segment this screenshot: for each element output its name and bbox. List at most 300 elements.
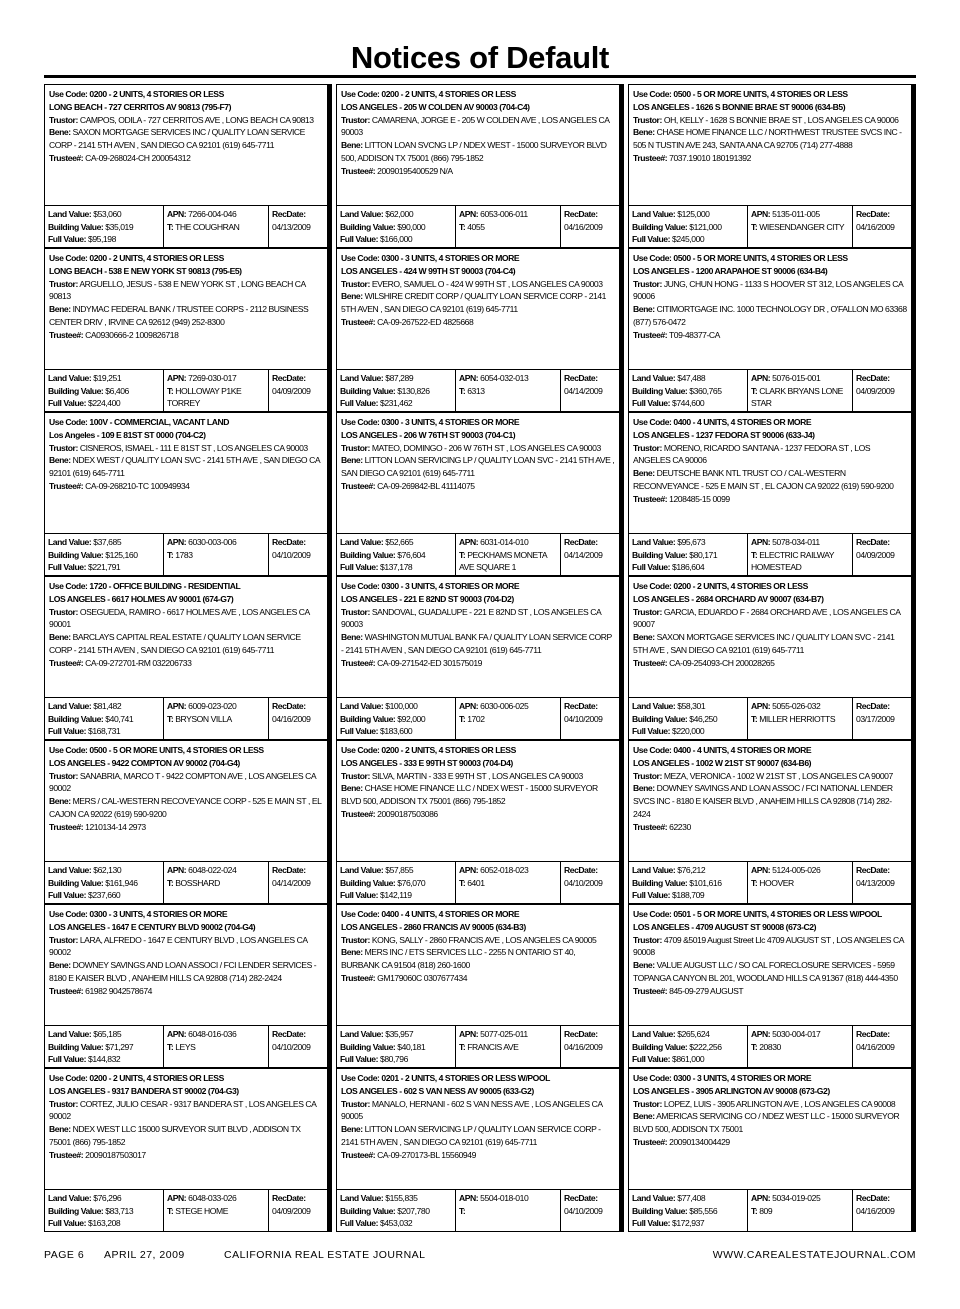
beneficiary xyxy=(633,782,907,820)
property-address: Los Angeles - 109 E 81ST ST 0000 (704-C2) xyxy=(49,429,206,440)
notices-grid xyxy=(44,84,916,1232)
land-value-value: $37,685 xyxy=(93,537,122,547)
building-value xyxy=(48,1041,160,1054)
full-value xyxy=(632,1217,744,1230)
land-value xyxy=(340,372,452,385)
building-value xyxy=(48,221,160,234)
full-value-label: Full Value: xyxy=(48,234,87,245)
tract-value: 4055 xyxy=(467,221,485,232)
trustee-number-value: CA-09-267522-ED 4825668 xyxy=(377,316,474,327)
notice-card xyxy=(628,84,912,248)
land-value-label: Land Value: xyxy=(340,865,384,875)
apn-value: 5504-018-010 xyxy=(480,1193,529,1203)
building-value-label: Building Value: xyxy=(48,385,104,396)
notice-card xyxy=(336,1068,620,1232)
beneficiary-label: Bene: xyxy=(341,455,363,466)
apn-value: 6030-003-006 xyxy=(188,537,237,547)
property-address: LOS ANGELES - 424 W 99TH ST 90003 (704-C4) xyxy=(341,265,516,276)
trustee-number-label: Trustee#: xyxy=(49,657,84,668)
apn-label: APN: xyxy=(751,1193,771,1203)
building-value-label: Building Value: xyxy=(632,385,688,396)
building-value-value: $161,946 xyxy=(105,877,138,888)
apn-label: APN: xyxy=(751,209,771,219)
tract-value: STEGE HOME xyxy=(175,1205,229,1216)
full-value xyxy=(632,889,744,902)
recdate-value: 04/10/2009 xyxy=(272,1041,311,1052)
recdate-label: RecDate: xyxy=(564,373,598,383)
recdate-label: RecDate: xyxy=(564,1193,598,1203)
values-cell xyxy=(337,1190,456,1232)
recdate-label: RecDate: xyxy=(272,1029,306,1039)
notice-values xyxy=(337,1189,619,1232)
apn-label: APN: xyxy=(751,537,771,547)
beneficiary-value: BARCLAYS CAPITAL REAL ESTATE / QUALITY LOAN SERVICE CORP - 2141 5TH AVEN , SAN DIEGO CA 92101 (619) 645-7711 xyxy=(49,632,301,655)
tract-value: HOLLOWAY P1KE TORREY xyxy=(167,385,242,409)
beneficiary xyxy=(341,290,615,316)
building-value-value: $360,765 xyxy=(689,385,722,396)
apn-label: APN: xyxy=(167,701,187,711)
recdate-value: 04/09/2009 xyxy=(272,385,311,396)
building-value xyxy=(632,385,744,398)
land-value xyxy=(48,1028,160,1041)
beneficiary xyxy=(341,454,615,480)
trustor-label: Trustor: xyxy=(633,606,662,617)
notice-card xyxy=(628,1068,912,1232)
tract-value: 20830 xyxy=(759,1041,781,1052)
building-value-value: $46,250 xyxy=(689,713,718,724)
notice-card xyxy=(628,576,912,740)
recdate-cell xyxy=(269,862,327,904)
building-value-value: $35,019 xyxy=(105,221,134,232)
land-value xyxy=(632,1192,744,1205)
full-value xyxy=(340,561,452,574)
trustor-label: Trustor: xyxy=(633,278,662,289)
apn-value: 5055-026-032 xyxy=(772,701,821,711)
building-value-label: Building Value: xyxy=(632,1041,688,1052)
trustee-number-value: CA-09-272701-RM 032206733 xyxy=(85,657,192,668)
values-cell xyxy=(629,862,748,904)
building-value-label: Building Value: xyxy=(340,713,396,724)
property-address: LONG BEACH - 538 E NEW YORK ST 90813 (795-E5) xyxy=(49,265,242,276)
full-value-value: $237,660 xyxy=(87,890,121,901)
apn-value: 5030-004-017 xyxy=(772,1029,821,1039)
tract xyxy=(459,385,557,398)
beneficiary-value: CITIMORTGAGE INC. 1000 TECHNOLOGY DR , O'FALLON MO 63368 (877) 576-0472 xyxy=(633,304,907,327)
trustor-label: Trustor: xyxy=(49,278,78,289)
land-value-value: $77,408 xyxy=(677,1193,706,1203)
building-value xyxy=(48,549,160,562)
trustee-number-value: GM179060C 0307677434 xyxy=(377,972,468,983)
trustor-label: Trustor: xyxy=(49,934,78,945)
beneficiary-label: Bene: xyxy=(49,455,71,466)
apn xyxy=(751,536,849,549)
trustee-number-label: Trustee#: xyxy=(49,821,84,832)
trustor-label: Trustor: xyxy=(633,1098,662,1109)
full-value-value: $744,600 xyxy=(671,398,705,409)
land-value-value: $62,130 xyxy=(93,865,122,875)
land-value-label: Land Value: xyxy=(632,537,676,547)
tract-label: T: xyxy=(751,221,758,232)
full-value-value: $221,791 xyxy=(87,562,121,573)
beneficiary-value: DOWNEY SAVINGS AND LOAN ASSOCI / FCI LENDER SERVICES - 8180 E KAISER BLVD , ANAHEIM HILLS CA 92808 (714) 282-2424 xyxy=(49,960,317,983)
land-value xyxy=(340,700,452,713)
recdate-cell xyxy=(561,698,619,740)
apn xyxy=(459,700,557,713)
trustee-number-label: Trustee#: xyxy=(341,316,376,327)
land-value-value: $87,289 xyxy=(385,373,414,383)
trustor xyxy=(49,278,323,304)
notice-values xyxy=(337,533,619,576)
use-code: Use Code: 0500 - 5 OR MORE UNITS, 4 STORIES OR LESS xyxy=(633,89,848,99)
building-value xyxy=(340,385,452,398)
values-cell xyxy=(337,206,456,248)
tract xyxy=(459,1205,557,1218)
notice-values xyxy=(45,369,327,412)
trustor-value: SANABRIA, MARCO T - 9422 COMPTON AVE , LOS ANGELES CA 90002 xyxy=(49,770,316,794)
footer-website: WWW.CAREALESTATEJOURNAL.COM xyxy=(712,1249,916,1261)
tract-value: FRANCIS AVE xyxy=(467,1041,519,1052)
property-address: LOS ANGELES - 1002 W 21ST ST 90007 (634-B6) xyxy=(633,757,812,768)
values-cell xyxy=(629,370,748,412)
land-value-label: Land Value: xyxy=(340,209,384,219)
recdate-label: RecDate: xyxy=(856,701,890,711)
apn-label: APN: xyxy=(751,865,771,875)
beneficiary-label: Bene: xyxy=(633,1111,655,1122)
values-cell xyxy=(337,698,456,740)
tract-label: T: xyxy=(751,549,758,560)
property-address: LOS ANGELES - 2684 ORCHARD AV 90007 (634-B7) xyxy=(633,593,824,604)
trustee-number-value: 20090187503086 xyxy=(377,808,438,819)
notice-details xyxy=(337,905,619,1024)
tract-label: T: xyxy=(167,385,174,396)
property-address: LOS ANGELES - 4709 AUGUST ST 90008 (673-C2) xyxy=(633,921,816,932)
values-cell xyxy=(629,534,748,576)
full-value-value: $220,000 xyxy=(671,726,705,737)
trustor-value: JUNG, CHUN HONG - 1133 S HOOVER ST 312, LOS ANGELES CA 90006 xyxy=(633,278,903,302)
trustee-number xyxy=(341,165,615,178)
beneficiary-value: WASHINGTON MUTUAL BANK FA / QUALITY LOAN SERVICE CORP - 2141 5TH AVEN , SAN DIEGO CA 92101 (619) 645-7711 xyxy=(341,632,612,655)
beneficiary-value: DEUTSCHE BANK NTL TRUST CO / CAL-WESTERN RECONVEYANCE - 525 E MAIN ST , EL CAJON CA 92022 (619) 590-9200 xyxy=(633,468,894,491)
land-value-label: Land Value: xyxy=(48,373,92,383)
notice-details xyxy=(337,85,619,204)
tract-label: T: xyxy=(751,385,758,396)
tract-label: T: xyxy=(167,221,174,232)
full-value xyxy=(632,725,744,738)
beneficiary xyxy=(341,631,615,657)
values-cell xyxy=(45,206,164,248)
beneficiary-label: Bene: xyxy=(633,632,655,643)
beneficiary-label: Bene: xyxy=(341,291,363,302)
recdate-label: RecDate: xyxy=(856,1029,890,1039)
property-address: LOS ANGELES - 1647 E CENTURY BLVD 90002 (704-G4) xyxy=(49,921,256,932)
trustor xyxy=(49,606,323,632)
trustor-value: MANALO, HERNANI - 602 S VAN NESS AVE , LOS ANGELES CA 90005 xyxy=(341,1098,603,1122)
apn-cell xyxy=(456,862,561,904)
building-value-label: Building Value: xyxy=(48,877,104,888)
trustor-value: OSEGUEDA, RAMIRO - 6617 HOLMES AVE , LOS ANGELES CA 90001 xyxy=(49,606,310,630)
building-value xyxy=(632,877,744,890)
beneficiary xyxy=(633,631,907,657)
recdate-value: 04/13/2009 xyxy=(856,877,895,888)
values-cell xyxy=(337,1026,456,1068)
title-rule xyxy=(44,75,916,78)
values-cell xyxy=(337,534,456,576)
full-value-value: $861,000 xyxy=(671,1054,705,1065)
recdate-label: RecDate: xyxy=(856,373,890,383)
building-value-value: $222,256 xyxy=(689,1041,722,1052)
recdate-label: RecDate: xyxy=(272,701,306,711)
trustee-number xyxy=(341,1149,615,1162)
building-value-value: $71,297 xyxy=(105,1041,134,1052)
beneficiary-label: Bene: xyxy=(49,1124,71,1135)
apn-label: APN: xyxy=(751,1029,771,1039)
trustor xyxy=(341,1098,615,1124)
use-code: Use Code: 0400 - 4 UNITS, 4 STORIES OR MORE xyxy=(633,417,812,427)
full-value-value: $183,600 xyxy=(379,726,413,737)
trustee-number-value: 1208485-15 0099 xyxy=(669,493,730,504)
trustee-number-label: Trustee#: xyxy=(633,329,668,340)
trustor xyxy=(633,278,907,304)
use-code: Use Code: 0200 - 2 UNITS, 4 STORIES OR LESS xyxy=(341,89,516,99)
tract-label: T: xyxy=(167,549,174,560)
notice-card xyxy=(628,904,912,1068)
trustor-value: MEZA, VERONICA - 1002 W 21ST ST , LOS ANGELES CA 90007 xyxy=(663,770,893,781)
building-value xyxy=(632,713,744,726)
trustee-number-label: Trustee#: xyxy=(633,657,668,668)
apn-label: APN: xyxy=(167,209,187,219)
use-code: Use Code: 0200 - 2 UNITS, 4 STORIES OR LESS xyxy=(49,253,224,263)
beneficiary-value: WILSHIRE CREDIT CORP / QUALITY LOAN SERVICE CORP - 2141 5TH AVEN , SAN DIEGO CA 92101 (619) 645-7711 xyxy=(341,291,607,315)
apn-value: 6048-016-036 xyxy=(188,1029,237,1039)
building-value-value: $121,000 xyxy=(689,221,722,232)
notice-card xyxy=(44,740,328,904)
land-value-label: Land Value: xyxy=(48,537,92,547)
apn-value: 6053-006-011 xyxy=(480,209,528,219)
full-value-label: Full Value: xyxy=(632,1218,671,1229)
full-value-label: Full Value: xyxy=(340,562,379,573)
recdate-value: 04/09/2009 xyxy=(856,549,895,560)
trustor xyxy=(633,1098,907,1111)
tract-value: 809 xyxy=(759,1205,773,1216)
tract-value: CLARK BRYANS LONE STAR xyxy=(751,385,843,409)
notice-card xyxy=(44,412,328,576)
beneficiary-label: Bene: xyxy=(341,632,363,643)
tract xyxy=(167,221,265,234)
land-value-value: $53,060 xyxy=(93,209,122,219)
trustor xyxy=(341,606,615,632)
trustee-number xyxy=(633,152,907,165)
building-value xyxy=(340,221,452,234)
values-cell xyxy=(45,862,164,904)
notice-values xyxy=(337,697,619,740)
apn-label: APN: xyxy=(459,537,479,547)
trustor-value: 4709 &5019 August Street Llc 4709 AUGUST ST , LOS ANGELES CA 90008 xyxy=(633,934,904,958)
apn-cell xyxy=(164,698,269,740)
use-code: Use Code: 0200 - 2 UNITS, 4 STORIES OR LESS xyxy=(633,581,808,591)
use-code: Use Code: 0200 - 2 UNITS, 4 STORIES OR LESS xyxy=(49,89,224,99)
trustor-value: CISNEROS, ISMAEL - 111 E 81ST ST , LOS ANGELES CA 90003 xyxy=(79,442,308,453)
use-code: Use Code: 0300 - 3 UNITS, 4 STORIES OR MORE xyxy=(633,1073,812,1083)
use-code: Use Code: 0300 - 3 UNITS, 4 STORIES OR MORE xyxy=(341,581,520,591)
apn xyxy=(459,864,557,877)
full-value xyxy=(340,725,452,738)
trustor xyxy=(633,770,907,783)
beneficiary xyxy=(49,126,323,152)
tract-label: T: xyxy=(167,1205,174,1216)
recdate-cell xyxy=(269,206,327,248)
trustee-number-label: Trustee#: xyxy=(341,972,376,983)
building-value-value: $83,713 xyxy=(105,1205,134,1216)
building-value-value: $6,406 xyxy=(105,385,129,396)
tract xyxy=(459,549,557,574)
trustee-number-label: Trustee#: xyxy=(49,985,84,996)
trustee-number-label: Trustee#: xyxy=(49,152,84,163)
land-value-value: $57,855 xyxy=(385,865,414,875)
apn-label: APN: xyxy=(167,865,187,875)
trustor-label: Trustor: xyxy=(49,770,78,781)
apn xyxy=(167,864,265,877)
full-value-label: Full Value: xyxy=(340,890,379,901)
building-value-value: $92,000 xyxy=(397,713,426,724)
apn-cell xyxy=(164,370,269,412)
beneficiary-label: Bene: xyxy=(341,947,363,958)
apn-label: APN: xyxy=(459,865,479,875)
tract-value: ELECTRIC RAILWAY HOMESTEAD xyxy=(751,549,834,573)
building-value xyxy=(48,1205,160,1218)
trustee-number xyxy=(341,316,615,329)
tract xyxy=(751,877,849,890)
trustee-number-value: 20090195400529 N/A xyxy=(377,165,453,176)
trustor-value: GARCIA, EDUARDO F - 2684 ORCHARD AVE , LOS ANGELES CA 90007 xyxy=(633,606,901,630)
beneficiary-value: CHASE HOME FINANCE LLC / NORTHWEST TRUSTEE SVCS INC - 505 N TUSTIN AVE 243, SANTA ANA CA 92705 (714) 277-4888 xyxy=(633,127,902,151)
apn-value: 6048-022-024 xyxy=(188,865,237,875)
tract xyxy=(459,221,557,234)
full-value-value: $168,731 xyxy=(87,726,121,737)
notice-details xyxy=(45,85,327,204)
tract xyxy=(167,1205,265,1218)
notice-values xyxy=(629,861,911,904)
full-value xyxy=(632,1053,744,1066)
land-value xyxy=(632,1028,744,1041)
trustor-value: SANDOVAL, GUADALUPE - 221 E 82ND ST , LOS ANGELES CA 90003 xyxy=(341,606,601,630)
recdate-cell xyxy=(561,206,619,248)
apn xyxy=(751,208,849,221)
apn-cell xyxy=(748,862,853,904)
values-cell xyxy=(629,698,748,740)
beneficiary-value: NDEX WEST / QUALITY LOAN SVC - 2141 5TH AVE , SAN DIEGO CA 92101 (619) 645-7711 xyxy=(49,455,320,479)
building-value-label: Building Value: xyxy=(632,713,688,724)
recdate-label: RecDate: xyxy=(856,865,890,875)
apn-cell xyxy=(748,206,853,248)
tract xyxy=(167,549,265,562)
tract xyxy=(751,549,849,574)
building-value-label: Building Value: xyxy=(340,549,396,560)
trustee-number-value: 61982 9042578674 xyxy=(85,985,153,996)
tract-value: BRYSON VILLA xyxy=(175,713,232,724)
full-value xyxy=(340,397,452,410)
trustor-label: Trustor: xyxy=(633,770,662,781)
tract xyxy=(459,1041,557,1054)
full-value xyxy=(48,1217,160,1230)
full-value xyxy=(48,561,160,574)
property-address: LOS ANGELES - 1200 ARAPAHOE ST 90006 (634-B4) xyxy=(633,265,828,276)
recdate-value: 04/16/2009 xyxy=(272,713,311,724)
tract-value: WIESENDANGER CITY xyxy=(759,221,845,232)
recdate-cell xyxy=(853,206,911,248)
building-value-label: Building Value: xyxy=(632,877,688,888)
property-address: LOS ANGELES - 333 E 99TH ST 90003 (704-D4) xyxy=(341,757,513,768)
beneficiary-label: Bene: xyxy=(49,304,71,315)
values-cell xyxy=(629,1026,748,1068)
trustee-number-label: Trustee#: xyxy=(633,493,668,504)
recdate-cell xyxy=(269,1190,327,1232)
apn-cell xyxy=(748,534,853,576)
trustor-value: EVERO, SAMUEL O - 424 W 99TH ST , LOS ANGELES CA 90003 xyxy=(371,278,603,289)
trustor xyxy=(49,934,323,960)
beneficiary xyxy=(49,631,323,657)
property-address: LOS ANGELES - 1626 S BONNIE BRAE ST 90006 (634-B5) xyxy=(633,101,846,112)
beneficiary-label: Bene: xyxy=(633,783,655,794)
apn-label: APN: xyxy=(751,701,771,711)
apn-cell xyxy=(456,1026,561,1068)
tract-label: T: xyxy=(459,713,466,724)
trustor-value: CORTEZ, JULIO CESAR - 9317 BANDERA ST , LOS ANGELES CA 90002 xyxy=(49,1098,316,1122)
notice-card xyxy=(336,904,620,1068)
tract-label: T: xyxy=(459,1205,466,1216)
beneficiary-value: SAXON MORTGAGE SERVICES INC / QUALITY LOAN SERVICE CORP - 2141 5TH AVEN , SAN DIEGO CA 92101 (619) 645-7711 xyxy=(49,127,305,151)
values-cell xyxy=(629,206,748,248)
full-value-value: $453,032 xyxy=(379,1218,413,1229)
notice-values xyxy=(337,369,619,412)
property-address: LOS ANGELES - 221 E 82ND ST 90003 (704-D2) xyxy=(341,593,514,604)
apn xyxy=(459,208,557,221)
use-code: Use Code: 0300 - 3 UNITS, 4 STORIES OR MORE xyxy=(49,909,228,919)
recdate-label: RecDate: xyxy=(564,209,598,219)
trustee-number-value: CA-09-268210-TC 100949934 xyxy=(85,480,190,491)
use-code: Use Code: 0400 - 4 UNITS, 4 STORIES OR MORE xyxy=(341,909,520,919)
recdate-label: RecDate: xyxy=(856,209,890,219)
beneficiary-value: MERS INC / ETS SERVICES LLC - 2255 N ONTARIO ST 40, BURBANK CA 91504 (818) 260-1600 xyxy=(341,947,576,971)
full-value-value: $166,000 xyxy=(379,234,413,245)
recdate-value: 04/16/2009 xyxy=(856,1205,895,1216)
trustor xyxy=(341,114,615,140)
beneficiary-label: Bene: xyxy=(49,960,71,971)
full-value-value: $245,000 xyxy=(671,234,705,245)
notice-details xyxy=(45,905,327,1024)
trustee-number xyxy=(49,152,323,165)
recdate-label: RecDate: xyxy=(564,865,598,875)
recdate-cell xyxy=(561,370,619,412)
use-code: Use Code: 0200 - 2 UNITS, 4 STORIES OR LESS xyxy=(49,1073,224,1083)
trustee-number-value: 7037.19010 180191392 xyxy=(669,152,751,163)
full-value-label: Full Value: xyxy=(48,890,87,901)
beneficiary-label: Bene: xyxy=(633,127,655,138)
apn-value: 5135-011-005 xyxy=(772,209,820,219)
trustee-number-value: 20090134004429 xyxy=(669,1136,730,1147)
tract xyxy=(459,877,557,890)
trustor-label: Trustor: xyxy=(633,114,662,125)
building-value xyxy=(48,713,160,726)
beneficiary xyxy=(341,946,615,972)
full-value xyxy=(340,1217,452,1230)
trustor-label: Trustor: xyxy=(49,114,78,125)
land-value-label: Land Value: xyxy=(340,701,384,711)
values-cell xyxy=(45,1026,164,1068)
land-value xyxy=(340,864,452,877)
apn-value: 5034-019-025 xyxy=(772,1193,821,1203)
apn xyxy=(167,536,265,549)
recdate-label: RecDate: xyxy=(272,1193,306,1203)
